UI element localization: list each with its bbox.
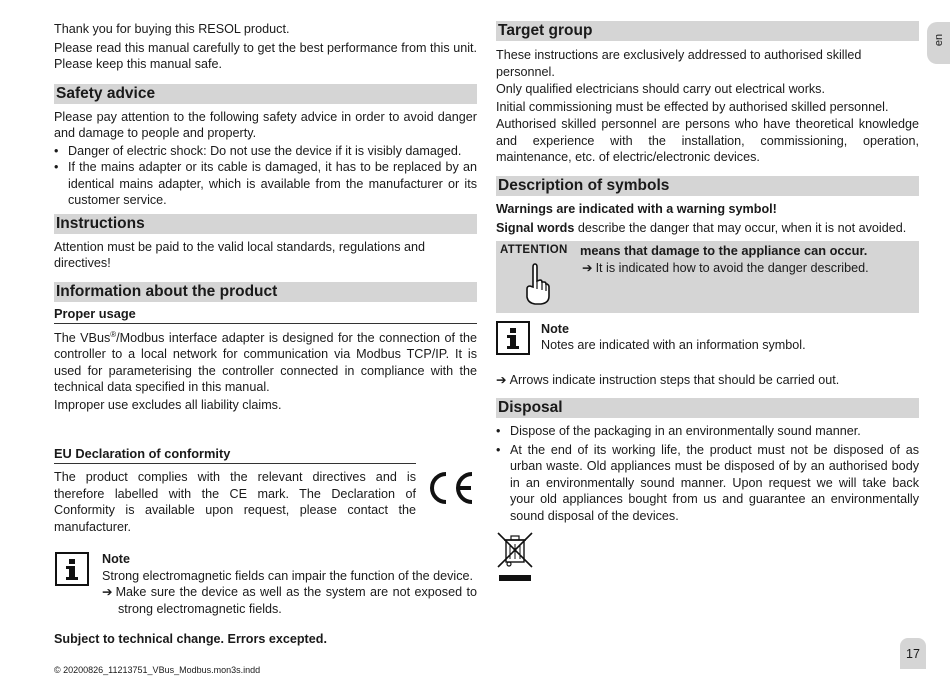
note-block [54,551,477,617]
language-tab [927,22,950,64]
page-number: 17 [906,647,920,661]
info-icon [55,552,89,586]
target-line: Only qualified electricians should carry out electrical works. [496,82,825,96]
eu-declaration-subheading: EU Declaration of conformity [54,446,416,464]
disposal-bullet: • At the end of its working life, the product must not be disposed of as urban waste. Old appliances must be disposed of by an authorised body in an environmentally sound manner. Upon request we will take back your old appliances bought from us and guarantee an environmentally sound disposal of the devices. [496,442,919,525]
symbol-note-block [496,321,919,365]
intro-thanks: Thank you for buying this RESOL product. [54,22,290,36]
note-step-text: Make sure the device as well as the system are not exposed to strong electromagnetic fields. [115,585,477,616]
symbols-heading: Description of symbols [496,176,919,196]
info-icon [496,321,530,355]
attention-title: means that damage to the appliance can occur. [580,242,868,258]
signal-words-text [496,220,919,237]
safety-bullet: • Danger of electric shock: Do not use the device if it is visibly damaged. [54,143,477,160]
symbol-note-title: Note [541,321,569,336]
liability-text: Improper use excludes all liability claims. [54,397,282,412]
target-line: Authorised skilled personnel are persons who have theoretical knowledge and experience with the installation, commissioning, operation, maintenance, etc. of electric/electronic devices. [496,117,919,164]
attention-step-text: It is indicated how to avoid the danger described. [595,260,869,275]
note-step [102,584,477,617]
arrow-icon: ➔ [496,372,507,387]
safety-body: Please pay attention to the following safety advice in order to avoid danger and damage to people and property. [54,109,477,140]
attention-box [496,241,919,313]
ce-mark-icon [426,470,476,506]
product-text-rest: /Modbus interface adapter is designed for the connection of the controller to a local network for communication via Modbus TCP/IP. It is used for parameterising the controller connected in compliance with the technical data specified in this manual. [54,330,477,395]
right-column [496,21,919,583]
page-number-tab [900,638,926,669]
ce-mark-logo [426,470,476,506]
instructions-heading: Instructions [54,214,477,234]
safety-list [54,143,477,209]
target-line: These instructions are exclusively addressed to authorised skilled personnel. [496,48,862,79]
weee-bin-icon [496,531,534,583]
signal-words-label: Signal words [496,221,575,235]
product-text-start: The VBus [54,330,111,345]
attention-step [582,260,869,277]
hand-warning-icon [524,263,550,307]
eu-declaration-block [54,469,477,535]
arrows-explanation-text: Arrows indicate instruction steps that should be carried out. [509,372,840,387]
target-group-heading: Target group [496,21,919,41]
disposal-heading: Disposal [496,398,919,418]
safety-heading: Safety advice [54,84,477,104]
product-heading: Information about the product [54,282,477,302]
safety-bullet: • If the mains adapter or its cable is damaged, it has to be replaced by an identical mains adapter, which is available from the manufacturer or its customer service. [54,159,477,209]
registered-mark: ® [110,329,117,339]
warnings-text: Warnings are indicated with a warning symbol! [496,201,777,216]
file-info: © 20200826_11213751_VBus_Modbus.mon3s.indd [54,664,261,675]
note-body: Strong electromagnetic fields can impair the function of the device. [102,568,474,583]
intro-read-manual: Please read this manual carefully to get the best performance from this unit. Please keep this manual safe. [54,40,477,71]
instructions-body: Attention must be paid to the valid local standards, regulations and directives! [54,239,426,270]
proper-usage-subheading: Proper usage [54,306,477,324]
arrow-icon: ➔ [102,585,113,600]
technical-change-notice: Subject to technical change. Errors excepted. [54,632,327,647]
left-column [54,21,477,678]
target-line: Initial commissioning must be effected by authorised skilled personnel. [496,99,889,114]
disposal-list [496,423,919,524]
attention-label: ATTENTION [500,243,568,256]
language-tab-label: en [933,33,946,47]
symbol-note-body: Notes are indicated with an information symbol. [541,338,806,352]
eu-declaration-body: The product complies with the relevant directives and is therefore labelled with the CE mark. The Declaration of Conformity is available upon request, please contact the manufacturer. [54,470,416,534]
proper-usage-body [54,327,477,396]
note-title: Note [102,552,130,567]
arrows-explanation [496,372,919,389]
arrow-icon: ➔ [582,260,593,275]
signal-words-rest: describe the danger that may occur, when it is not avoided. [574,221,907,235]
disposal-bullet: • Dispose of the packaging in an environmentally sound manner. [496,423,919,440]
